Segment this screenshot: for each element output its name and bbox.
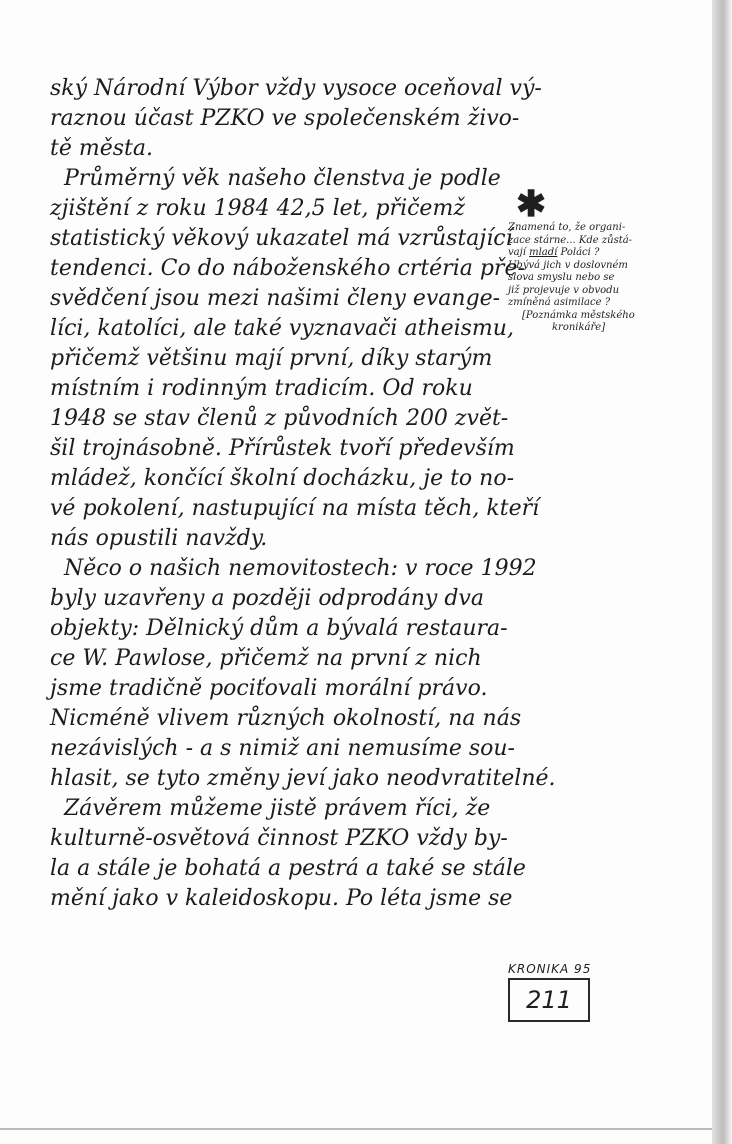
margin-note-line: již projevuje v obvodu — [508, 284, 620, 296]
margin-note — [508, 183, 702, 335]
margin-note-lines — [508, 222, 702, 310]
text-line: objekty: Dělnický dům a bývalá restaura- — [50, 616, 508, 641]
text-line: místním i rodinným tradicím. Od roku — [50, 376, 473, 401]
text-line: la a stále je bohatá a pestrá a také se stále — [50, 856, 526, 881]
text-line: mládež, končící školní docházku, je to no- — [50, 466, 515, 491]
text-line: byly uzavřeny a později odprodány dva — [50, 586, 484, 611]
margin-note-attribution: [Poznámka městského — [522, 309, 635, 321]
text-line: statistický věkový ukazatel má vzrůstající — [50, 226, 513, 251]
text-line: zjištění z roku 1984 42,5 let, přičemž — [50, 196, 465, 221]
page-bottom-edge — [0, 1128, 712, 1130]
margin-note-line: slova smyslu nebo se — [508, 272, 615, 283]
text-line: šil trojnásobně. Přírůstek tvoří především — [50, 436, 515, 461]
text-line: ský Národní Výbor vždy vysoce oceňoval vý- — [50, 76, 542, 101]
text-line: přičemž většinu mají první, díky starým — [50, 346, 493, 371]
text-line: 1948 se stav členů z původních 200 zvět- — [50, 406, 509, 431]
text-line: nezávislých - a s nimiž ani nemusíme sou- — [50, 736, 515, 761]
text-line: hlasit, se tyto změny jeví jako neodvratitelné. — [50, 766, 556, 791]
margin-note-line: vají mladí Poláci ? — [508, 247, 600, 258]
text-line: vé pokolení, nastupující na místa těch, kteří — [50, 496, 540, 521]
text-line: jsme tradičně pociťovali morální právo. — [50, 676, 488, 701]
text-line: Závěrem můžeme jistě právem říci, že — [64, 796, 491, 821]
text-line: tě města. — [50, 136, 153, 161]
page-binding-edge — [712, 0, 732, 1144]
text-line: raznou účast PZKO ve společenském živo- — [50, 106, 520, 131]
text-line: Nicméně vlivem různých okolností, na nás — [50, 706, 522, 731]
margin-note-line: Ubývá jich v doslovném — [508, 259, 628, 271]
text-line: líci, katolíci, ale také vyznavači atheismu, — [50, 316, 514, 341]
text-line: tendenci. Co do náboženského crtéria pře- — [50, 256, 525, 281]
text-line: kulturně-osvětová činnost PZKO vždy by- — [50, 826, 508, 851]
asterisk-icon: ✱ — [516, 183, 547, 225]
underlined-word: mladí — [529, 247, 558, 258]
text-line: mění jako v kaleidoskopu. Po léta jsme se — [50, 886, 513, 911]
page-footer — [508, 962, 618, 1022]
margin-note-line: zace stárne... Kde zůstá- — [508, 234, 633, 246]
page-number: 211 — [508, 978, 590, 1022]
text-line: Něco o našich nemovitostech: v roce 1992 — [64, 556, 537, 581]
text-line: ce W. Pawlose, přičemž na první z nich — [50, 646, 482, 671]
margin-note-line: Znamená to, že organi- — [508, 222, 626, 233]
text-line: Průměrný věk našeho členstva je podle — [64, 166, 501, 191]
text-line: svědčení jsou mezi našimi členy evange- — [50, 286, 501, 311]
margin-note-attribution-2: kronikáře] — [552, 322, 606, 333]
text-line: nás opustili navždy. — [50, 526, 268, 551]
chronicle-series-label: KRONIKA 95 — [508, 962, 592, 976]
margin-note-line: zmíněná asimilace ? — [508, 297, 611, 308]
